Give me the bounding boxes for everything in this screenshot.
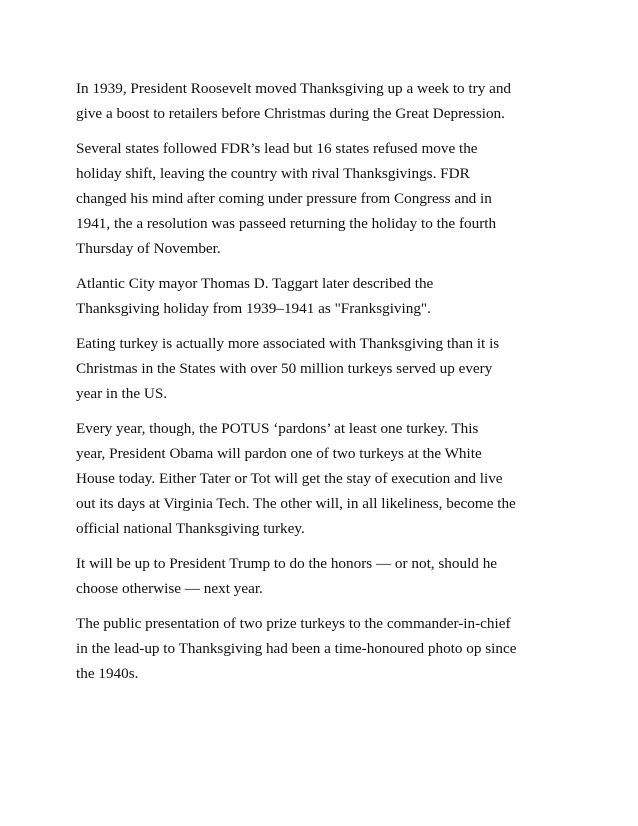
paragraph-potus-pardons [76, 416, 566, 541]
text-line: out its days at Virginia Tech. The other will, in all likeliness, become the [76, 495, 516, 512]
text-line: Thanksgiving holiday from 1939–1941 as "Franksgiving". [76, 300, 431, 317]
text-line: year in the US. [76, 385, 168, 402]
text-line: year, President Obama will pardon one of two turkeys at the White [76, 445, 482, 462]
document-body [76, 76, 566, 696]
text-line: Atlantic City mayor Thomas D. Taggart later described the [76, 275, 434, 292]
text-line: holiday shift, leaving the country with rival Thanksgivings. FDR [76, 165, 470, 182]
text-line: House today. Either Tater or Tot will get the stay of execution and live [76, 470, 503, 487]
text-line: 1941, the a resolution was passeed returning the holiday to the fourth [76, 215, 497, 232]
paragraph-president-trump [76, 551, 566, 601]
text-line: Every year, though, the POTUS ‘pardons’ at least one turkey. This [76, 420, 479, 437]
text-line: in the lead-up to Thanksgiving had been a time-honoured photo op since [76, 640, 517, 657]
paragraph-eating-turkey [76, 331, 566, 406]
text-line: Christmas in the States with over 50 million turkeys served up every [76, 360, 493, 377]
text-line: give a boost to retailers before Christmas during the Great Depression. [76, 105, 505, 122]
paragraph-franksgiving [76, 271, 566, 321]
text-line: Thursday of November. [76, 240, 221, 257]
text-line: choose otherwise — next year. [76, 580, 263, 597]
text-line: In 1939, President Roosevelt moved Thanksgiving up a week to try and [76, 80, 512, 97]
text-line: Several states followed FDR’s lead but 16 states refused move the [76, 140, 478, 157]
paragraph-states-refused [76, 136, 566, 261]
text-line: It will be up to President Trump to do the honors — or not, should he [76, 555, 498, 572]
paragraph-public-presentation [76, 611, 566, 686]
text-line: official national Thanksgiving turkey. [76, 520, 305, 537]
text-line: The public presentation of two prize turkeys to the commander-in-chief [76, 615, 511, 632]
paragraph-roosevelt-1939 [76, 76, 566, 126]
text-line: Eating turkey is actually more associated with Thanksgiving than it is [76, 335, 500, 352]
text-line: changed his mind after coming under pressure from Congress and in [76, 190, 492, 207]
text-line: the 1940s. [76, 665, 139, 682]
